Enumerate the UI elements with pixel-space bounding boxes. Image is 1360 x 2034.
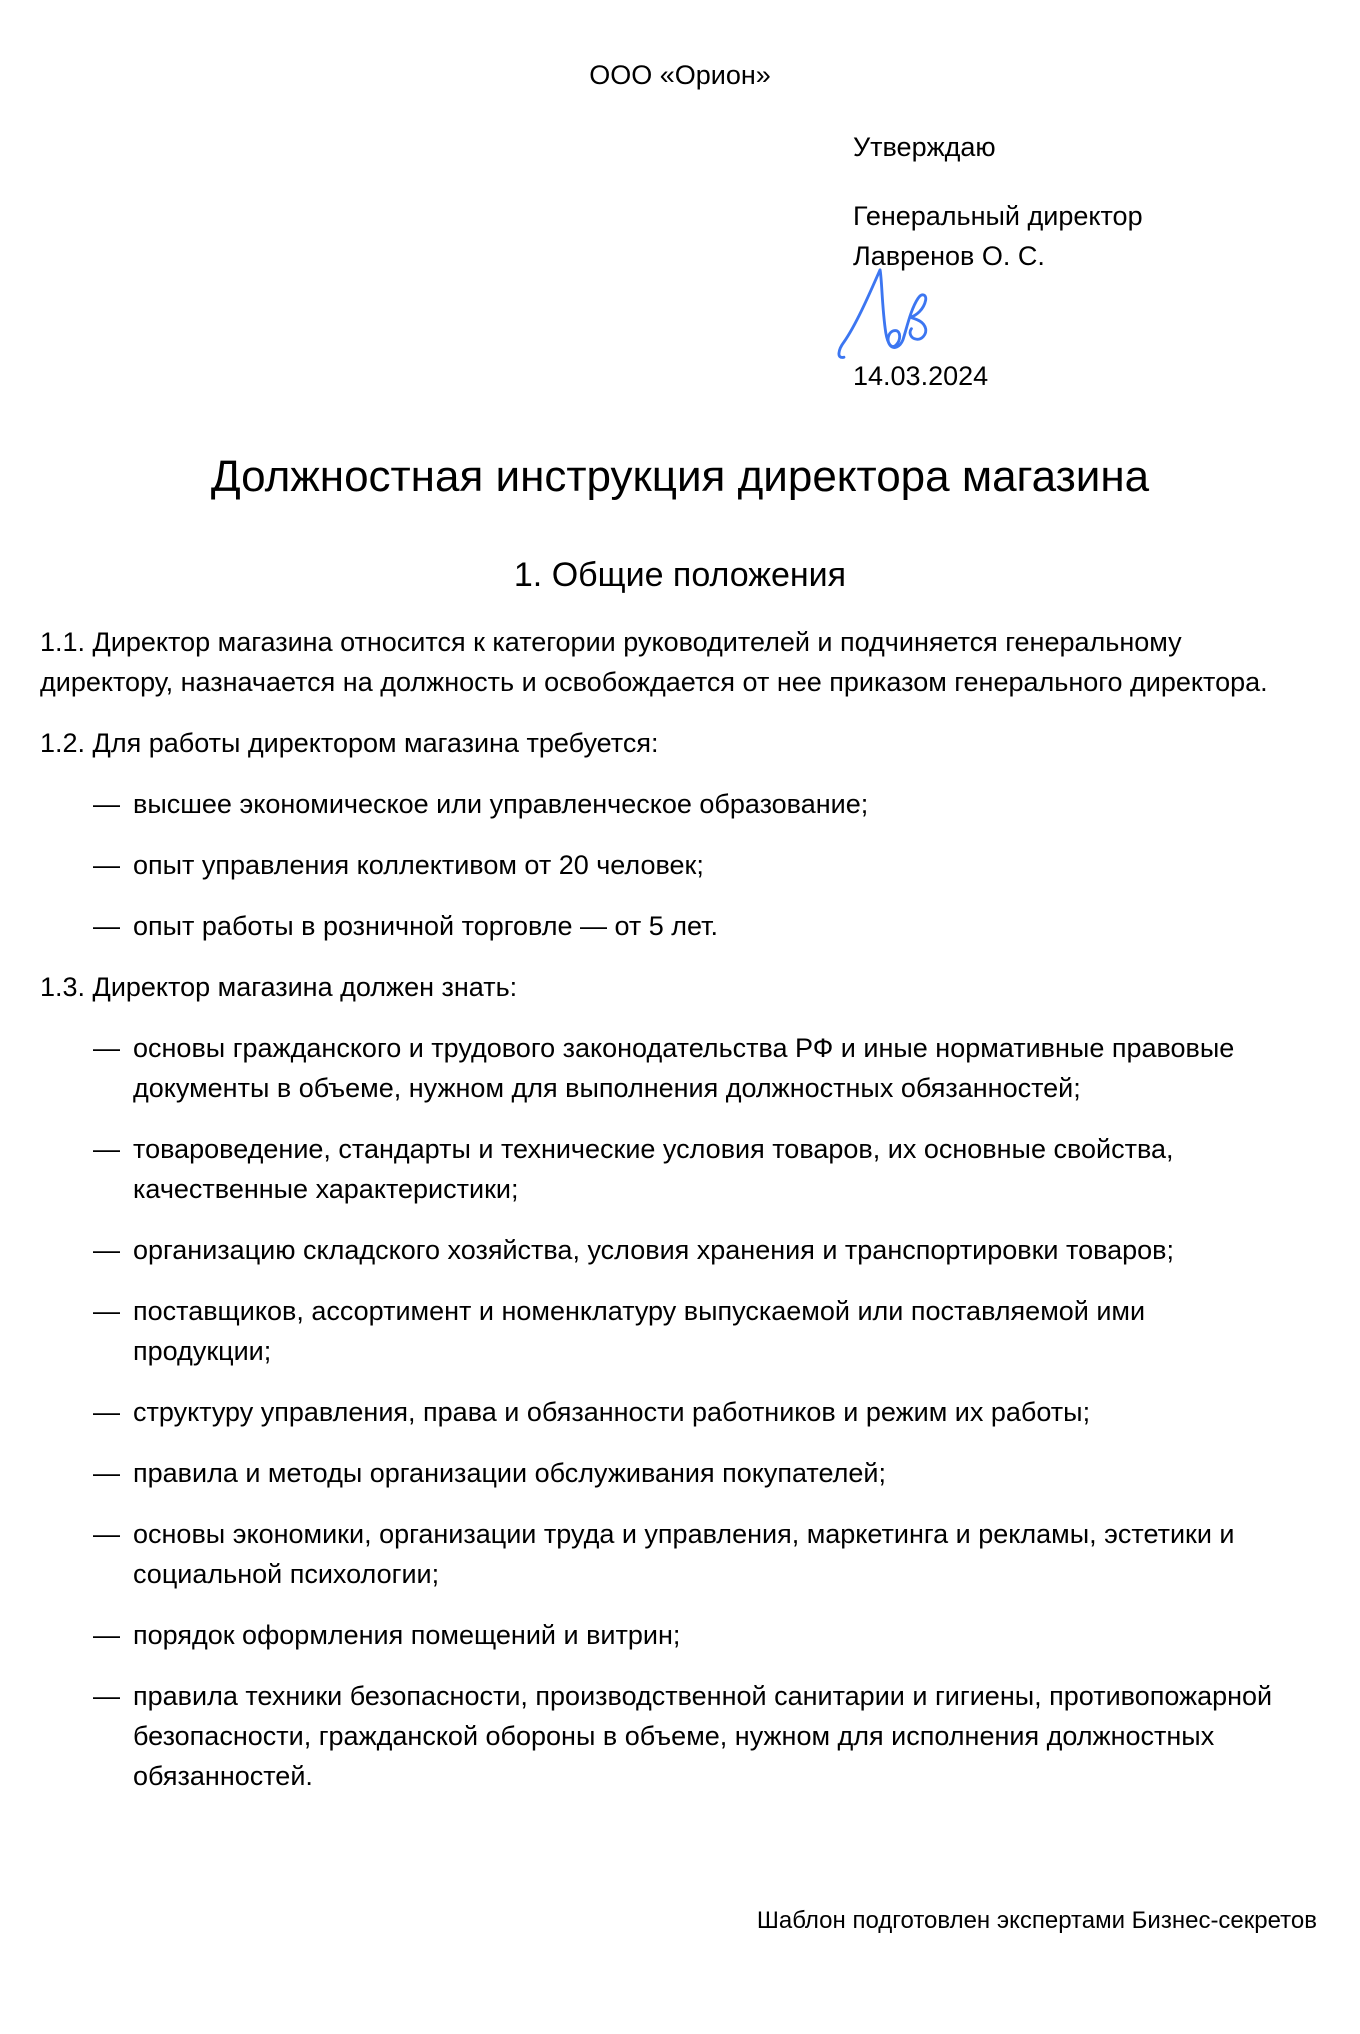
list-item <box>40 1230 1280 1270</box>
signature-image <box>835 266 965 361</box>
list-item-text: опыт управления коллективом от 20 человек; <box>133 850 704 880</box>
org-name: ООО «Орион» <box>589 60 771 90</box>
approval-date: 14.03.2024 <box>853 361 989 391</box>
list-item-text: высшее экономическое или управленческое образование; <box>133 789 869 819</box>
list-dash: — <box>93 911 120 941</box>
list-dash: — <box>93 1620 120 1650</box>
list-dash: — <box>93 1681 120 1711</box>
section-heading: 1. Общие положения <box>513 556 847 594</box>
list-item-text: порядок оформления помещений и витрин; <box>133 1620 681 1650</box>
list-item <box>40 1453 1280 1493</box>
paragraph-1-3: 1.3. Директор магазина должен знать: <box>40 972 518 1002</box>
list-dash: — <box>93 1235 120 1265</box>
list-item <box>40 784 1280 824</box>
document-body <box>40 622 1280 1796</box>
list-item <box>40 1615 1280 1655</box>
list-item <box>40 1129 1280 1209</box>
paragraph-1-2: 1.2. Для работы директором магазина требуется: <box>40 728 659 758</box>
knowledge-list <box>40 1028 1280 1796</box>
list-dash: — <box>93 1033 120 1063</box>
approve-label: Утверждаю <box>853 132 996 162</box>
list-item <box>40 1514 1280 1594</box>
paragraph-1-1: 1.1. Директор магазина относится к категории руководителей и подчиняется генеральному директору, назначается на должность и освобождается от нее приказом генерального директора. <box>40 627 1268 697</box>
list-item-text: правила техники безопасности, производственной санитарии и гигиены, противопожарной безопасности, гражданской обороны в объеме, нужном для исполнения должностных обязанностей. <box>133 1681 1273 1791</box>
list-dash: — <box>93 1296 120 1326</box>
list-dash: — <box>93 1397 120 1427</box>
list-item-text: поставщиков, ассортимент и номенклатуру выпускаемой или поставляемой ими продукции; <box>133 1296 1146 1366</box>
approval-block <box>853 127 1360 396</box>
list-item-text: организацию складского хозяйства, условия хранения и транспортировки товаров; <box>133 1235 1175 1265</box>
list-item-text: правила и методы организации обслуживания покупателей; <box>133 1458 886 1488</box>
list-item-text: основы экономики, организации труда и управления, маркетинга и рекламы, эстетики и социальной психологии; <box>133 1519 1235 1589</box>
list-item <box>40 906 1280 946</box>
list-item-text: структуру управления, права и обязанности работников и режим их работы; <box>133 1397 1091 1427</box>
list-item <box>40 1028 1280 1108</box>
list-dash: — <box>93 850 120 880</box>
list-dash: — <box>93 1458 120 1488</box>
list-item-text: опыт работы в розничной торговле — от 5 лет. <box>133 911 719 941</box>
document-title: Должностная инструкция директора магазина <box>210 452 1150 501</box>
list-item-text: основы гражданского и трудового законодательства РФ и иные нормативные правовые документы в объеме, нужном для выполнения должностных обязанностей; <box>133 1033 1235 1103</box>
list-dash: — <box>93 1519 120 1549</box>
approver-title: Генеральный директор <box>853 201 1143 231</box>
list-item <box>40 845 1280 885</box>
list-dash: — <box>93 1134 120 1164</box>
list-dash: — <box>93 789 120 819</box>
list-item <box>40 1392 1280 1432</box>
footer-note: Шаблон подготовлен экспертами Бизнес-секретов <box>756 1907 1317 1934</box>
approver-name: Лавренов О. С. <box>853 241 1045 271</box>
list-item <box>40 1676 1280 1796</box>
list-item <box>40 1291 1280 1371</box>
list-item-text: товароведение, стандарты и технические условия товаров, их основные свойства, качественные характеристики; <box>133 1134 1174 1204</box>
requirements-list <box>40 784 1280 946</box>
